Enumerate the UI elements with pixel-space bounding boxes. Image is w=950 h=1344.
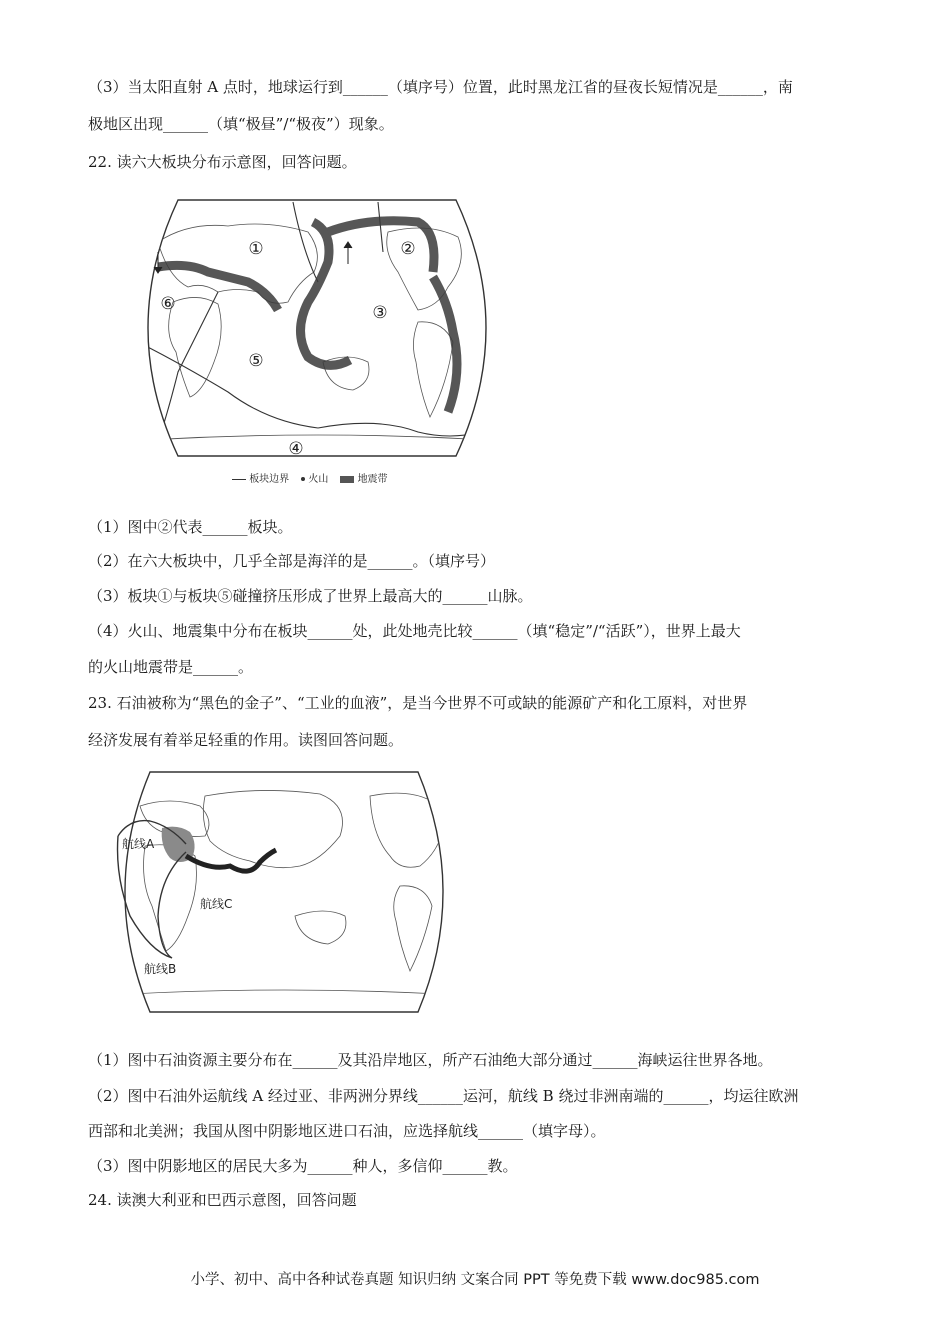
legend-volcano-swatch: [301, 477, 305, 481]
legend-quake-swatch: [340, 476, 354, 483]
page-footer[interactable]: 小学、初中、高中各种试卷真题 知识归纳 文案合同 PPT 等免费下载 www.doc985.com: [190, 1272, 760, 1288]
plate-label-2: ②: [400, 239, 416, 259]
route-b-label: 航线B: [144, 962, 177, 976]
q21-3-line2: 极地区出现______（填“极昼”/“极夜”）现象。: [88, 115, 394, 133]
plate-label-3: ③: [372, 303, 388, 323]
plate-label-6: ⑥: [160, 294, 176, 314]
plate-label-5: ⑤: [248, 351, 264, 371]
q21-3-line1: （3）当太阳直射 A 点时，地球运行到______（填序号）位置，此时黑龙江省的昼夜长短情况是______，南: [88, 78, 793, 96]
oil-route-map: [100, 766, 468, 1018]
q23-sub1: （1）图中石油资源主要分布在______及其沿岸地区，所产石油绝大部分通过______海峡运往世界各地。: [88, 1051, 773, 1069]
q22-sub4b: 的火山地震带是______。: [88, 658, 254, 676]
route-c-label: 航线C: [200, 897, 233, 911]
q23-sub3: （3）图中阴影地区的居民大多为______种人，多信仰______教。: [88, 1157, 518, 1175]
q23-stem1: 23. 石油被称为“黑色的金子”、“工业的血液”，是当今世界不可或缺的能源矿产和化工原料，对世界: [88, 694, 748, 712]
legend-volcano-label: 火山: [308, 474, 329, 485]
plate-map-legend: [232, 470, 388, 485]
legend-quake-label: 地震带: [357, 474, 388, 485]
q22-sub2: （2）在六大板块中，几乎全部是海洋的是______。（填序号）: [88, 552, 496, 570]
q22-stem: 22. 读六大板块分布示意图，回答问题。: [88, 153, 357, 171]
q23-sub2b: 西部和北美洲；我国从图中阴影地区进口石油，应选择航线______（填字母）。: [88, 1122, 606, 1140]
legend-boundary-label: 板块边界: [249, 474, 290, 485]
q23-stem2: 经济发展有着举足轻重的作用。读图回答问题。: [88, 731, 404, 749]
plate-label-1: ①: [248, 239, 264, 259]
q22-sub1: （1）图中②代表______板块。: [88, 518, 293, 536]
route-a-label: 航线A: [122, 837, 155, 851]
plate-map: [118, 192, 516, 464]
legend-boundary-swatch: [232, 479, 246, 480]
q22-sub3: （3）板块①与板块⑤碰撞挤压形成了世界上最高大的______山脉。: [88, 587, 533, 605]
q22-sub4a: （4）火山、地震集中分布在板块______处，此处地壳比较______（填“稳定”/“活跃”），世界上最大: [88, 622, 741, 640]
map-frame: [125, 772, 443, 1012]
q23-sub2a: （2）图中石油外运航线 A 经过亚、非两洲分界线______运河，航线 B 绕过非洲南端的______，均运往欧洲: [88, 1087, 799, 1105]
plate-label-4: ④: [288, 439, 304, 459]
q24-stem: 24. 读澳大利亚和巴西示意图，回答问题: [88, 1191, 357, 1209]
